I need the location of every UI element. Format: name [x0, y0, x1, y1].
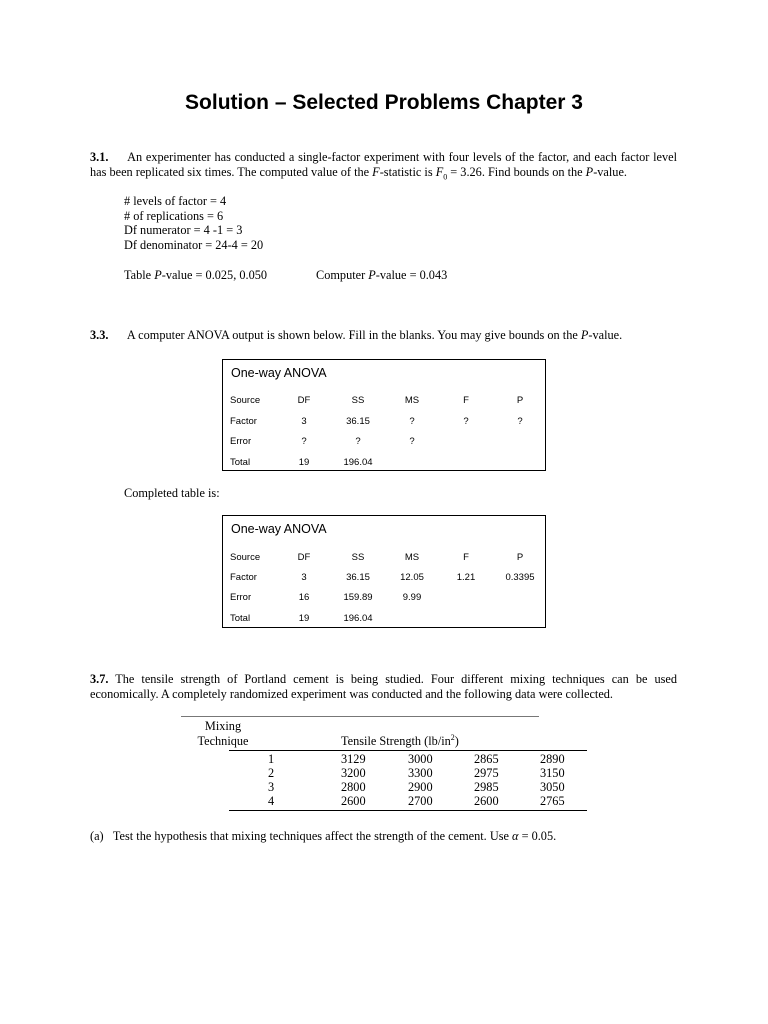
- header-source: Source: [230, 552, 261, 563]
- part-a-question: [90, 829, 556, 844]
- p-symbol: P: [580, 328, 589, 342]
- f0-subscript: 0: [443, 172, 448, 182]
- completed-table-label: Completed table is:: [124, 486, 220, 500]
- header-f: F: [463, 395, 469, 406]
- header-f: F: [463, 552, 469, 563]
- problem-number: 3.1.: [90, 150, 109, 164]
- row-error-df: ?: [301, 436, 307, 447]
- replications-line: # of replications = 6: [124, 209, 224, 223]
- header-ms: MS: [404, 552, 420, 563]
- statement-text: A computer ANOVA output is shown below. Fill in the blanks. You may give bounds on the: [126, 328, 581, 342]
- anova-title: One-way ANOVA: [231, 366, 327, 380]
- header-ss: SS: [351, 395, 365, 406]
- row-factor-p: 0.3395: [505, 572, 535, 583]
- row-error-ss: ?: [355, 436, 361, 447]
- value: 2975: [474, 766, 499, 780]
- value: 3000: [408, 752, 433, 766]
- technique-1: 1: [268, 752, 275, 766]
- row-error-ms: 9.99: [402, 592, 422, 603]
- value: 3050: [540, 780, 565, 794]
- p-symbol: P: [154, 268, 162, 282]
- statement-text: -value.: [588, 328, 623, 342]
- value-text: -value = 0.043: [375, 268, 448, 282]
- statement-text: -value.: [593, 165, 627, 179]
- statement-text: -statistic is: [379, 165, 436, 179]
- question-text: Test the hypothesis that mixing techniques affect the strength of the cement. Use: [112, 829, 513, 843]
- value: 2600: [341, 794, 366, 808]
- problem-3-1-statement: [90, 150, 677, 180]
- row-factor-f: ?: [463, 416, 469, 427]
- f-symbol: F: [372, 165, 380, 179]
- row-factor-df: 3: [301, 416, 307, 427]
- row-error-source: Error: [230, 592, 252, 603]
- df-denominator-line: Df denominator = 24-4 = 20: [124, 238, 264, 252]
- table-top-rule: [181, 716, 539, 717]
- row-factor-ss: 36.15: [346, 416, 370, 427]
- row-factor-df: 3: [301, 572, 307, 583]
- technique-3: 3: [268, 780, 275, 794]
- p-symbol: P: [368, 268, 376, 282]
- page-title: Solution – Selected Problems Chapter 3: [185, 91, 583, 114]
- value: 3300: [408, 766, 433, 780]
- value: 2800: [341, 780, 366, 794]
- header-ms: MS: [404, 395, 420, 406]
- row-total-df: 19: [298, 457, 310, 468]
- value: 2700: [408, 794, 433, 808]
- f0-symbol: F: [435, 165, 444, 179]
- row-error-source: Error: [230, 436, 252, 447]
- technique-4: 4: [268, 794, 275, 808]
- computer-p-value: [316, 268, 447, 283]
- question-text: = 0.05.: [518, 829, 557, 843]
- part-label: (a): [90, 829, 104, 843]
- alpha-symbol: α: [512, 829, 519, 843]
- value: 2600: [474, 794, 499, 808]
- value: 2865: [474, 752, 499, 766]
- row-factor-ss: 36.15: [346, 572, 370, 583]
- row-factor-ms: 12.05: [400, 572, 424, 583]
- statement-text: The tensile strength of Portland cement is being studied. Four different mixing techniques can be used economically. A completely randomized experiment was conducted and the following data were collected.: [90, 672, 677, 701]
- row-factor-source: Factor: [230, 416, 257, 427]
- row-factor-ms: ?: [409, 416, 415, 427]
- col-tensile-header: [341, 734, 459, 748]
- row-total-ss: 196.04: [343, 457, 373, 468]
- problem-3-3-statement: [90, 328, 622, 343]
- header-ss: SS: [351, 552, 365, 563]
- df-numerator-line: Df numerator = 4 -1 = 3: [124, 223, 243, 237]
- row-factor-f: 1.21: [456, 572, 476, 583]
- header-text: Tensile Strength (lb/in: [341, 734, 451, 748]
- problem-number: 3.7.: [90, 672, 109, 686]
- table-header-rule: [229, 750, 587, 751]
- problem-number: 3.3.: [90, 328, 109, 342]
- row-factor-p: ?: [517, 416, 523, 427]
- table-p-value: [124, 268, 267, 283]
- header-p: P: [516, 552, 524, 563]
- statement-text: = 3.26. Find bounds on the: [447, 165, 586, 179]
- header-df: DF: [297, 395, 311, 406]
- header-source: Source: [230, 395, 261, 406]
- technique-2: 2: [268, 766, 275, 780]
- row-error-ss: 159.89: [343, 592, 373, 603]
- row-total-df: 19: [298, 613, 310, 624]
- value-text: -value = 0.025, 0.050: [161, 268, 268, 282]
- row-total-source: Total: [230, 457, 251, 468]
- label-text: Computer: [316, 268, 369, 282]
- anova-title: One-way ANOVA: [231, 522, 327, 536]
- statement-text: An experimenter has conducted a single-factor experiment with four levels of the factor, and each factor level has been replicated six times. The computed value of the: [90, 150, 677, 179]
- value: 3200: [341, 766, 366, 780]
- row-total-ss: 196.04: [343, 613, 373, 624]
- value: 2765: [540, 794, 565, 808]
- row-factor-source: Factor: [230, 572, 257, 583]
- header-df: DF: [297, 552, 311, 563]
- value: 2900: [408, 780, 433, 794]
- anova-table-completed: [222, 515, 546, 628]
- col-technique-header: Technique: [197, 734, 249, 748]
- anova-table-blank: [222, 359, 546, 471]
- row-error-df: 16: [298, 592, 310, 603]
- row-error-ms: ?: [409, 436, 415, 447]
- value: 3150: [540, 766, 565, 780]
- p-symbol: P: [585, 165, 594, 179]
- row-total-source: Total: [230, 613, 251, 624]
- table-bottom-rule: [229, 810, 587, 811]
- value: 2985: [474, 780, 499, 794]
- col-mixing-header: Mixing: [204, 719, 242, 733]
- superscript: 2: [450, 732, 455, 742]
- levels-line: # levels of factor = 4: [124, 194, 227, 208]
- header-p: P: [516, 395, 524, 406]
- value: 2890: [540, 752, 565, 766]
- label-text: Table: [124, 268, 155, 282]
- problem-3-7-statement: [90, 672, 677, 702]
- header-text: ): [454, 734, 459, 748]
- value: 3129: [341, 752, 366, 766]
